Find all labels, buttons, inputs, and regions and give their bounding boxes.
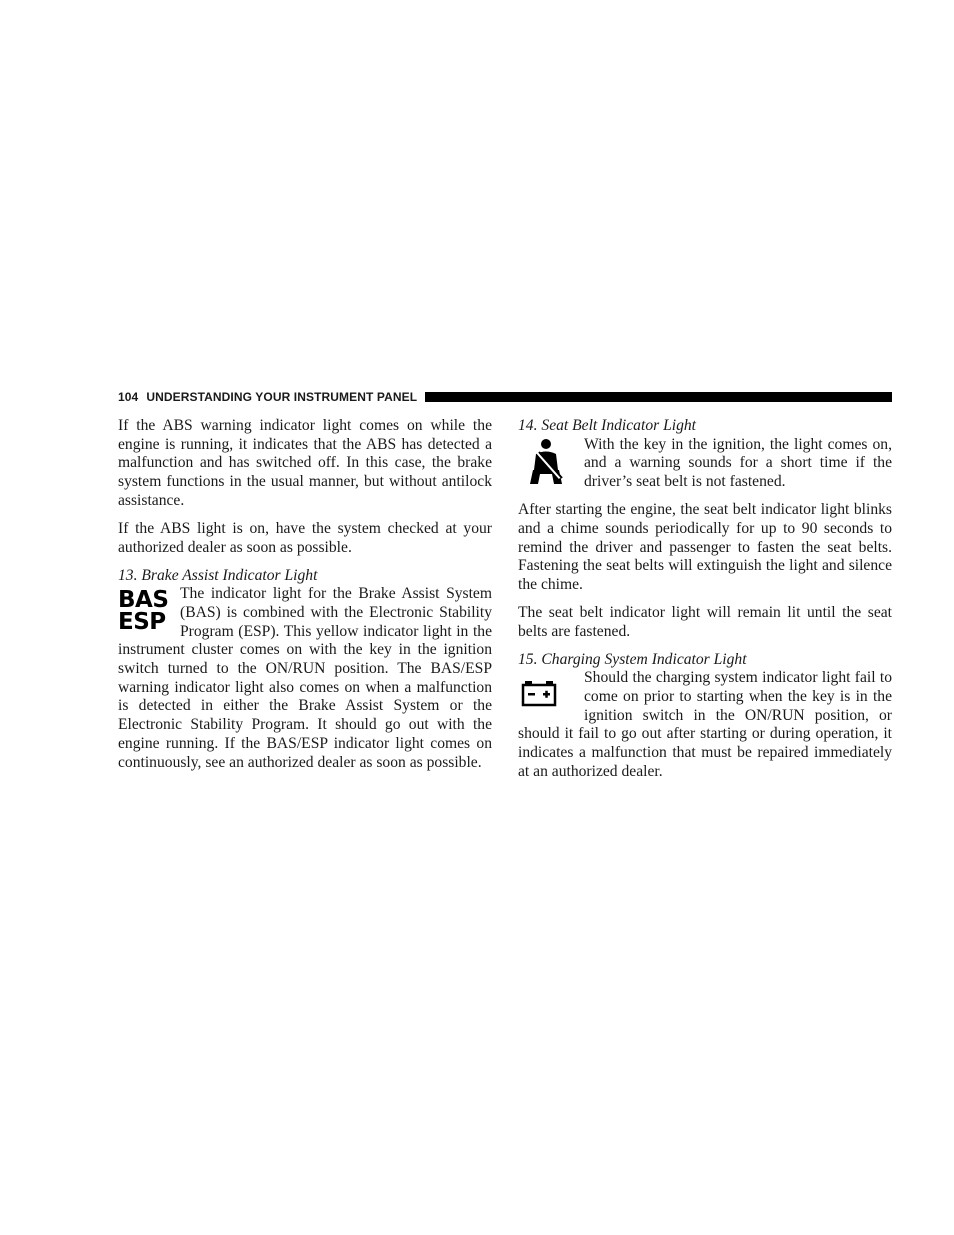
- bas-icon-text: BAS: [118, 587, 169, 614]
- right-column: [518, 417, 892, 791]
- charging-system-text: Should the charging system indicator light fail to come on prior to starting when the key is in the ignition switch in the ON/RUN position, or should it fail to go out after starting or during operation, it indicates a malfunction that must be repaired immediately at an authorized dealer.: [518, 669, 892, 780]
- header-bar: [425, 392, 892, 402]
- charging-system-section: [518, 669, 892, 781]
- brake-assist-text: The indicator light for the Brake Assist System (BAS) is combined with the Electronic Stability Program (ESP). This yellow indicator light in the instrument cluster comes on with the key in the ignition switch turned to the ON/RUN position. The BAS/ESP warning indicator light also comes on when a malfunction is detected in either the Brake Assist System or the Electronic Stability Program. It should go out with the engine running. If the BAS/ESP indicator light comes on continuously, see an authorized dealer as soon as possible.: [118, 585, 492, 771]
- left-column: [118, 417, 492, 782]
- esp-icon-text: ESP: [118, 609, 166, 636]
- seat-belt-text: With the key in the ignition, the light comes on, and a warning sounds for a short time if the driver’s seat belt is not fastened.: [584, 435, 892, 491]
- seat-belt-heading: 14. Seat Belt Indicator Light: [518, 417, 697, 434]
- section-title: UNDERSTANDING YOUR INSTRUMENT PANEL: [146, 390, 418, 404]
- brake-assist-heading: 13. Brake Assist Indicator Light: [118, 566, 318, 584]
- brake-assist-section: [118, 585, 492, 772]
- seat-belt-paragraph-3: The seat belt indicator light will remain lit until the seat belts are fastened.: [518, 603, 892, 640]
- bas-esp-icon: [118, 587, 174, 636]
- seat-belt-icon: [518, 436, 574, 492]
- seat-belt-paragraph-2: After starting the engine, the seat belt indicator light blinks and a chime sounds periodically for up to 90 seconds to remind the driver and passenger to fasten the seat belts. Fastening the seat belts will extinguish the light and silence the chime.: [518, 501, 892, 593]
- battery-icon: [518, 669, 574, 725]
- abs-paragraph: If the ABS warning indicator light comes on while the engine is running, it indicates that the ABS has detected a malfunction and has switched off. In this case, the brake system functions in the usual manner, but without antilock assistance.: [118, 417, 492, 509]
- page-header: [118, 389, 892, 405]
- abs-light-paragraph: If the ABS light is on, have the system checked at your authorized dealer as soon as possible.: [118, 519, 492, 556]
- seat-belt-section: [518, 436, 892, 492]
- page-number: 104: [118, 390, 139, 404]
- charging-system-heading: 15. Charging System Indicator Light: [518, 650, 747, 668]
